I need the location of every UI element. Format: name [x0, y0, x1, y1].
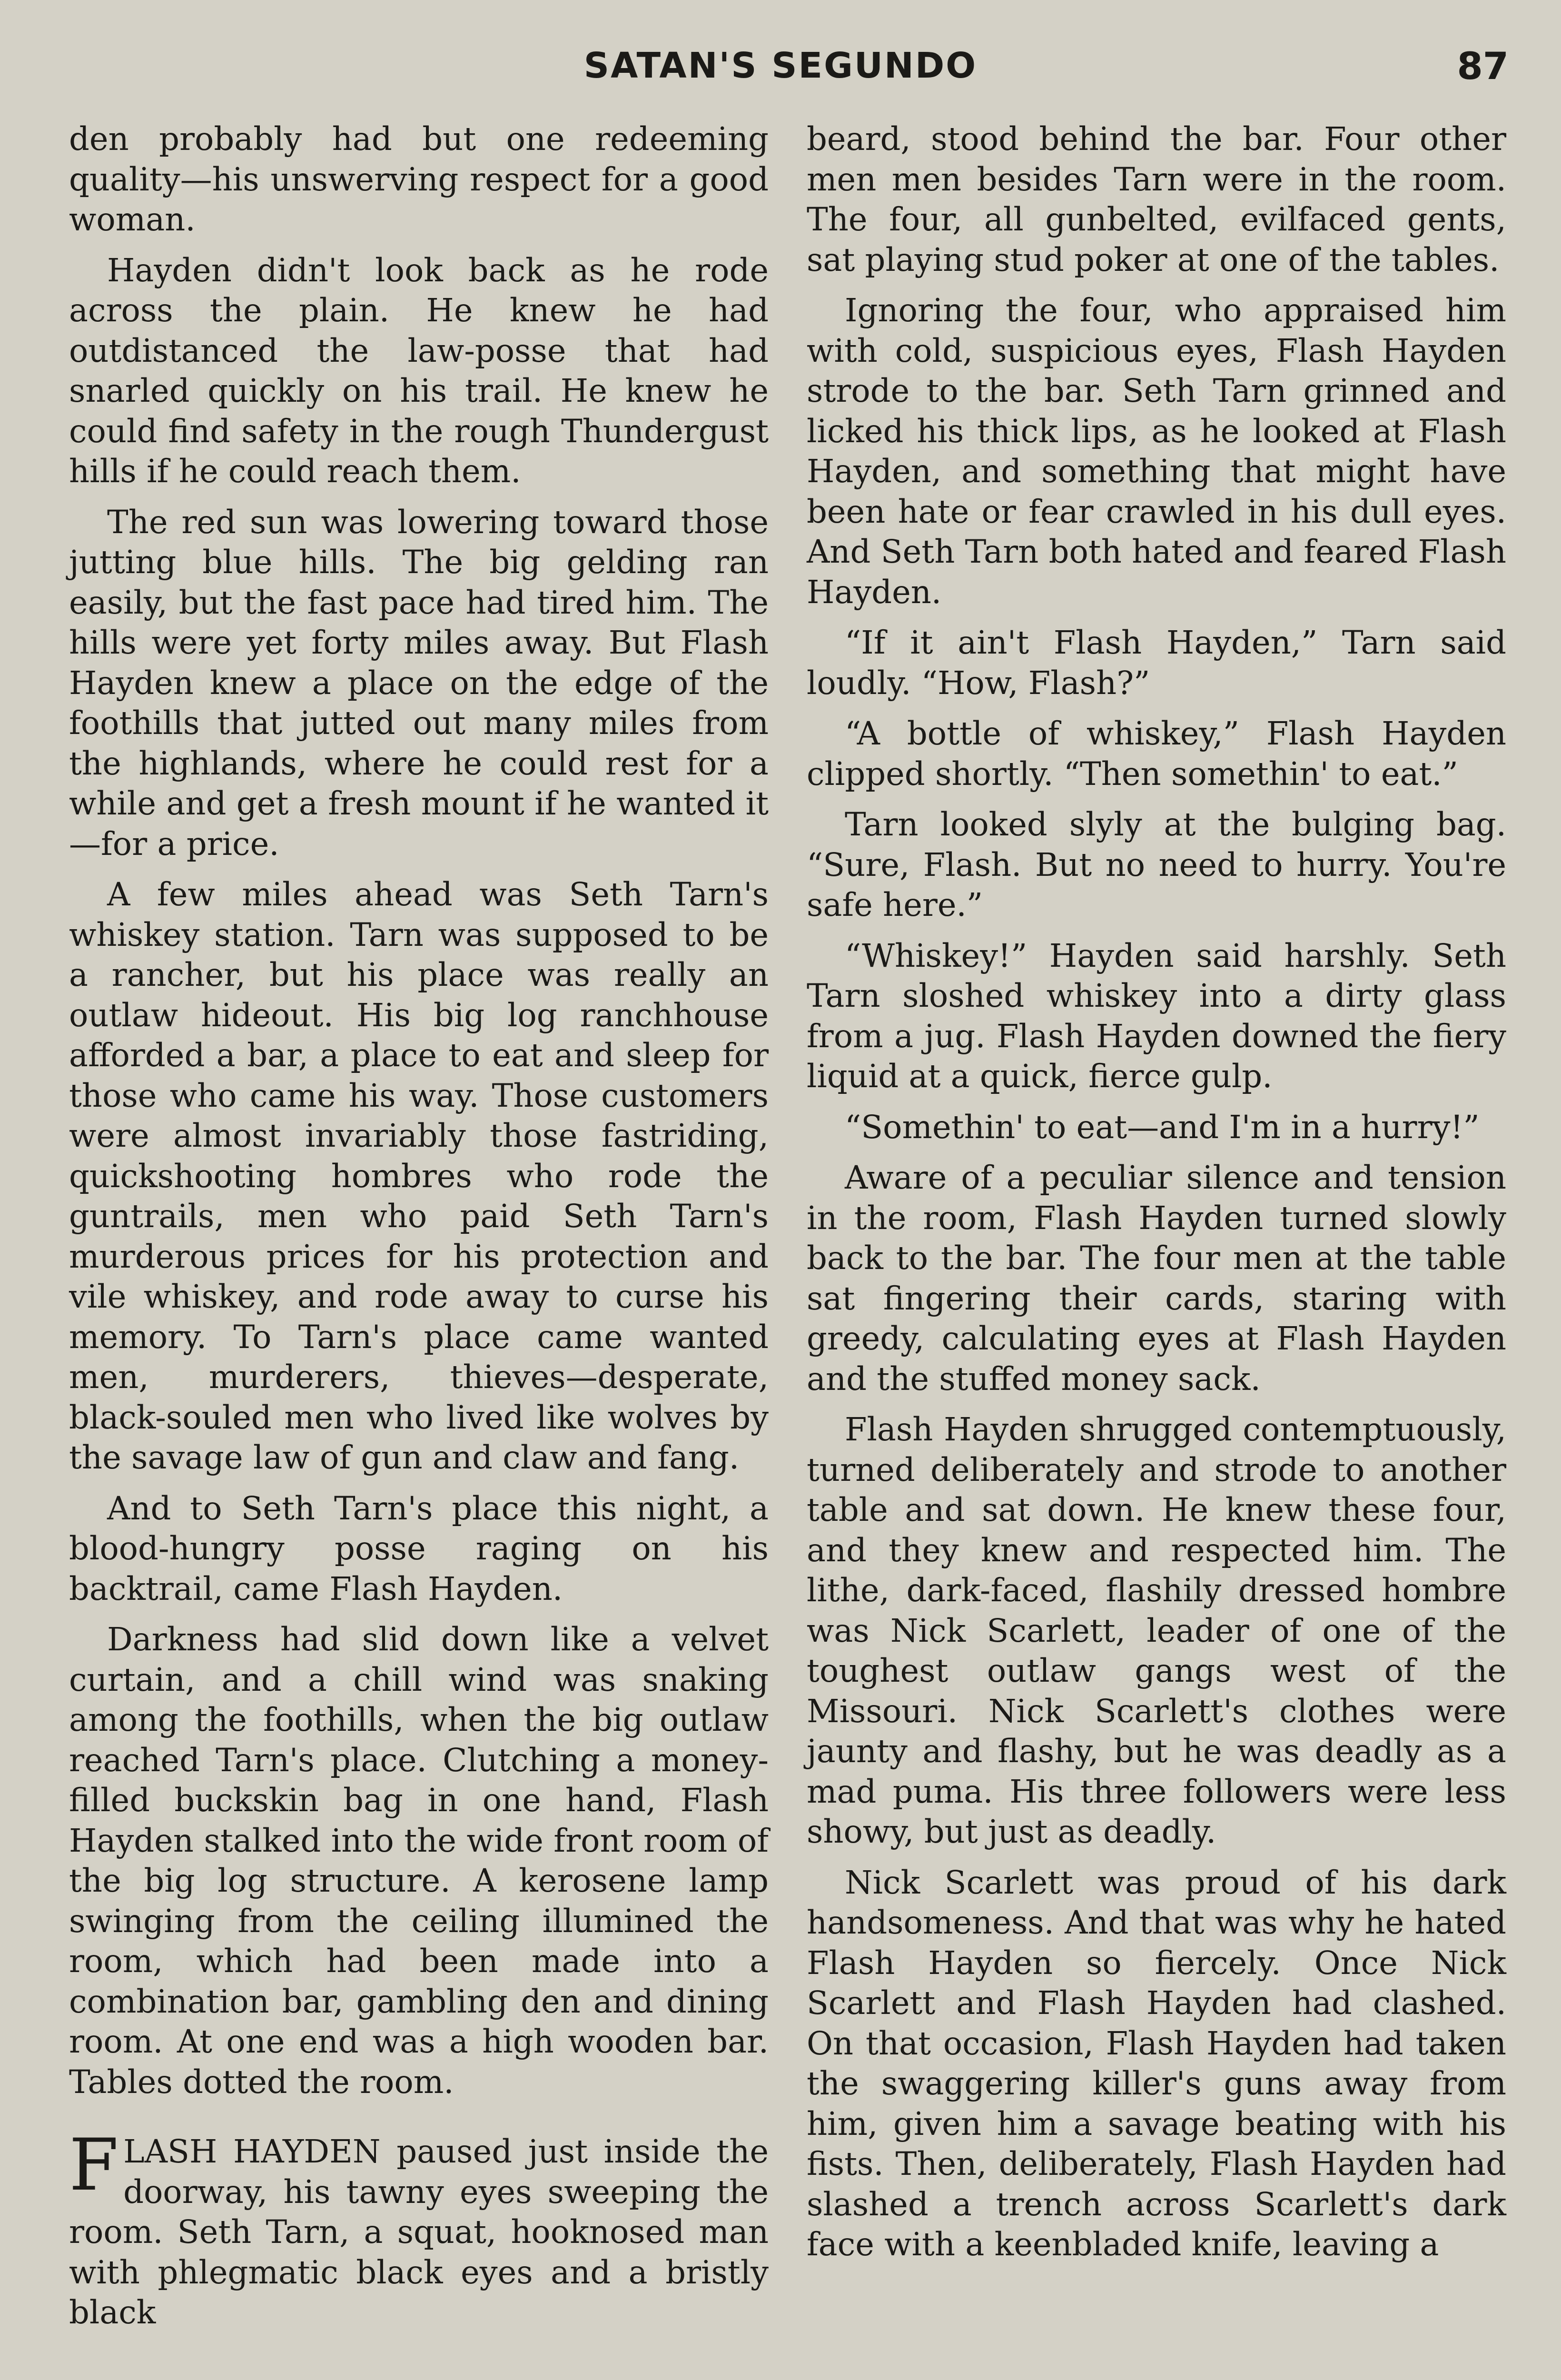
page-number: 87: [1457, 45, 1509, 88]
paragraph: Flash Hayden shrugged contemptuously, turned deliberately and strode to another table and sat down. He knew these four, and they knew and respected him. The lithe, dark-faced, flashily dressed hombre was Nick Scarlett, leader of one of the toughest outlaw gangs west of the Missouri. Nick Scarlett's clothes were jaunty and flashy, but he was deadly as a mad puma. His three followers were less showy, but just as deadly.: [807, 1411, 1506, 1850]
paragraph: “A bottle of whiskey,” Flash Hayden clipped shortly. “Then somethin' to eat.”: [807, 715, 1506, 793]
paragraph: “Whiskey!” Hayden said harshly. Seth Tarn sloshed whiskey into a dirty glass from a jug. Flash Hayden downed the fiery liquid at a quick, fierce gulp.: [807, 937, 1506, 1095]
paragraph-dropcap: FLASH HAYDEN paused just inside the doorway, his tawny eyes sweeping the room. Seth Tarn, a squat, hooknosed man with phlegmatic black eyes and a bristly black: [69, 2124, 769, 2331]
paragraph: The red sun was lowering toward those jutting blue hills. The big gelding ran easily, but the fast pace had tired him. The hills were yet forty miles away. But Flash Hayden knew a place on the edge of the foothills that jutted out many miles from the highlands, where he could rest for a while and get a fresh mount if he wanted it—for a price.: [69, 503, 769, 863]
paragraph: Nick Scarlett was proud of his dark handsomeness. And that was why he hated Flash Hayden so fiercely. Once Nick Scarlett and Flash Hayden had clashed. On that occasion, Flash Hayden had taken the swaggering killer's guns away from him, given him a savage beating with his fists. Then, deliberately, Flash Hayden had slashed a trench across Scarlett's dark face with a keenbladed knife, leaving a: [807, 1864, 1506, 2263]
paragraph: Ignoring the four, who appraised him with cold, suspicious eyes, Flash Hayden strode to the bar. Seth Tarn grinned and licked his thick lips, as he looked at Flash Hayden, and something that might have been hate or fear crawled in his dull eyes. And Seth Tarn both hated and feared Flash Hayden.: [807, 292, 1506, 611]
paragraph: beard, stood behind the bar. Four other men men besides Tarn were in the room. The four, all gunbelted, evilfaced gents, sat playing stud poker at one of the tables.: [807, 120, 1506, 278]
paragraph: den probably had but one redeeming quality—his unswerving respect for a good woman.: [69, 120, 769, 238]
paragraph: “If it ain't Flash Hayden,” Tarn said loudly. “How, Flash?”: [807, 624, 1506, 702]
paragraph: “Somethin' to eat—and I'm in a hurry!”: [845, 1108, 1480, 1146]
right-column: [807, 119, 1506, 2275]
paragraph: Darkness had slid down like a velvet curtain, and a chill wind was snaking among the foothills, when the big outlaw reached Tarn's place. Clutching a money-filled buckskin bag in one hand, Flash Hayden stalked into the wide front room of the big log structure. A kerosene lamp swinging from the ceiling illumined the room, which had been made into a combination bar, gambling den and dining room. At one end was a high wooden bar. Tables dotted the room.: [69, 1621, 769, 2101]
paragraph: Hayden didn't look back as he rode across the plain. He knew he had outdistanced the law-posse that had snarled quickly on his trail. He knew he could find safety in the rough Thundergust hills if he could reach them.: [69, 251, 769, 490]
running-title: SATAN'S SEGUNDO: [583, 45, 978, 86]
paragraph: A few miles ahead was Seth Tarn's whiskey station. Tarn was supposed to be a rancher, but his place was really an outlaw hideout. His big log ranchhouse afforded a bar, a place to eat and sleep for those who came his way. Those customers were almost invariably those fastriding, quickshooting hombres who rode the guntrails, men who paid Seth Tarn's murderous prices for his protection and vile whiskey, and rode away to curse his memory. To Tarn's place came wanted men, murderers, thieves—desperate, black-souled men who lived like wolves by the savage law of gun and claw and fang.: [69, 876, 769, 1476]
paragraph: Tarn looked slyly at the bulging bag. “Sure, Flash. But no need to hurry. You're safe here.”: [807, 806, 1506, 923]
paragraph: Aware of a peculiar silence and tension in the room, Flash Hayden turned slowly back to the bar. The four men at the table sat fingering their cards, staring with greedy, calculating eyes at Flash Hayden and the stuffed money sack.: [807, 1159, 1506, 1398]
left-column: [69, 119, 769, 2343]
page-header: [0, 45, 1561, 98]
paragraph: And to Seth Tarn's place this night, a blood-hungry posse raging on his backtrail, came Flash Hayden.: [69, 1489, 769, 1607]
